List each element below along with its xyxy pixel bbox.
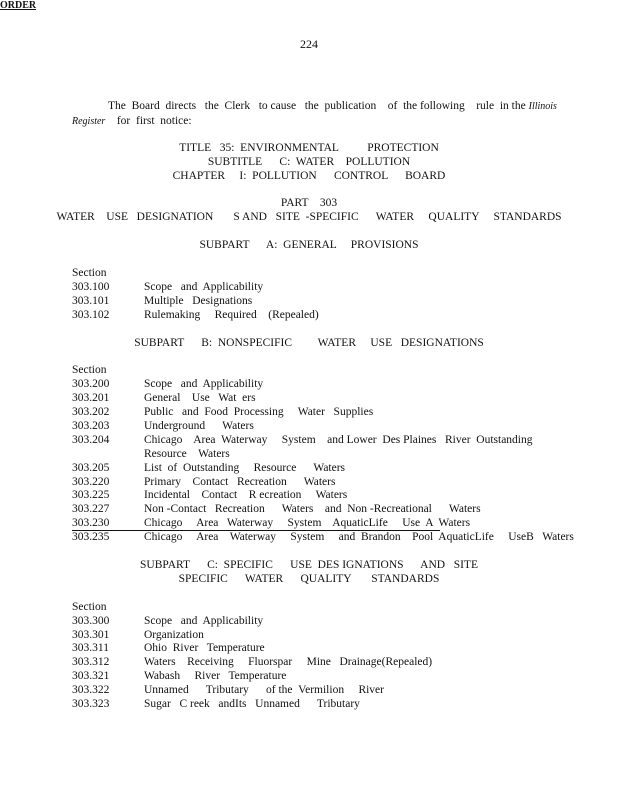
subpart-b-title: SUBPART B: NONSPECIFIC WATER USE DESIGNATIONS <box>134 337 484 349</box>
intro-text-2: for first notice: <box>105 115 192 127</box>
section-label: Section <box>72 601 107 613</box>
section-title: Waters Receiving Fluorspar Mine Drainage(Repealed) <box>144 656 433 668</box>
section-number: 303.100 <box>72 281 110 293</box>
order-heading: ORDER <box>0 0 37 11</box>
chapter-line: CHAPTER I: POLLUTION CONTROL BOARD <box>172 170 446 182</box>
section-number: 303.323 <box>72 698 110 710</box>
section-title: Multiple Designations <box>144 295 253 307</box>
section-number: 303.202 <box>72 406 110 418</box>
section-title: List of Outstanding Resource Waters <box>144 462 346 474</box>
section-number: 303.201 <box>72 392 110 404</box>
subtitle-line: SUBTITLE C: WATER POLLUTION <box>207 156 411 168</box>
section-title: Chicago Area Waterway System and Brandon Pool AquaticLife UseB Waters <box>144 531 574 543</box>
section-title: Primary Contact Recreation Waters <box>144 476 336 488</box>
section-title: Underground Waters <box>144 420 254 432</box>
section-number: 303.101 <box>72 295 110 307</box>
section-number: 303.321 <box>72 670 110 682</box>
section-number: 303.225 <box>72 489 110 501</box>
intro-line-1 <box>108 100 557 112</box>
section-title: Scope and Applicability <box>144 615 264 627</box>
section-number: 303.300 <box>72 615 110 627</box>
section-title: Scope and Applicability <box>144 378 264 390</box>
section-label: Section <box>72 267 107 279</box>
section-title-continued: Resource Waters <box>144 448 230 460</box>
section-title: Organization <box>144 629 204 641</box>
section-number: 303.102 <box>72 309 110 321</box>
illinois-word: Illinois <box>528 101 557 112</box>
section-number: 303.322 <box>72 684 110 696</box>
section-number: 303.200 <box>72 378 110 390</box>
section-number: 303.311 <box>72 642 109 654</box>
section-title: Public and Food Processing Water Supplies <box>144 406 374 418</box>
page-number: 224 <box>300 37 318 51</box>
section-title: Ohio River Temperature <box>144 642 265 654</box>
subpart-c-title-2: SPECIFIC WATER QUALITY STANDARDS <box>178 573 440 585</box>
section-number: 303.312 <box>72 656 110 668</box>
intro-line-2 <box>72 115 192 127</box>
section-number: 303.220 <box>72 476 110 488</box>
section-title: Non -Contact Recreation Waters and Non -Recreational Waters <box>144 503 481 515</box>
section-title: Wabash River Temperature <box>144 670 287 682</box>
register-word: Register <box>72 116 106 127</box>
section-label: Section <box>72 364 107 376</box>
title-line: TITLE 35: ENVIRONMENTAL PROTECTION <box>179 142 439 154</box>
section-title: Unnamed Tributary of the Vermilion River <box>144 684 384 696</box>
section-title: Chicago Area Waterway System AquaticLife Use A Waters <box>144 517 471 529</box>
section-title: Incidental Contact R ecreation Waters <box>144 489 348 501</box>
section-title: Sugar C reek andIts Unnamed Tributary <box>144 698 360 710</box>
subpart-c-title: SUBPART C: SPECIFIC USE DES IGNATIONS AND SITE <box>140 559 478 571</box>
subpart-a-title: SUBPART A: GENERAL PROVISIONS <box>199 239 419 251</box>
section-number: 303.301 <box>72 629 110 641</box>
section-number: 303.205 <box>72 462 110 474</box>
section-number: 303.203 <box>72 420 110 432</box>
section-title: Rulemaking Required (Repealed) <box>144 309 319 321</box>
section-number: 303.235 <box>72 531 110 543</box>
section-title: General Use Wat ers <box>144 392 256 404</box>
section-number: 303.230 <box>72 517 110 529</box>
section-number: 303.204 <box>72 434 110 446</box>
part-name-line: WATER USE DESIGNATION S AND SITE -SPECIFIC WATER QUALITY STANDARDS <box>56 211 562 223</box>
section-title: Chicago Area Waterway System and Lower Des Plaines River Outstanding <box>144 434 533 446</box>
part-line: PART 303 <box>280 197 338 209</box>
section-title: Scope and Applicability <box>144 281 264 293</box>
section-number: 303.227 <box>72 503 110 515</box>
intro-text: The Board directs the Clerk to cause the publication of the following rule in the <box>108 100 529 112</box>
